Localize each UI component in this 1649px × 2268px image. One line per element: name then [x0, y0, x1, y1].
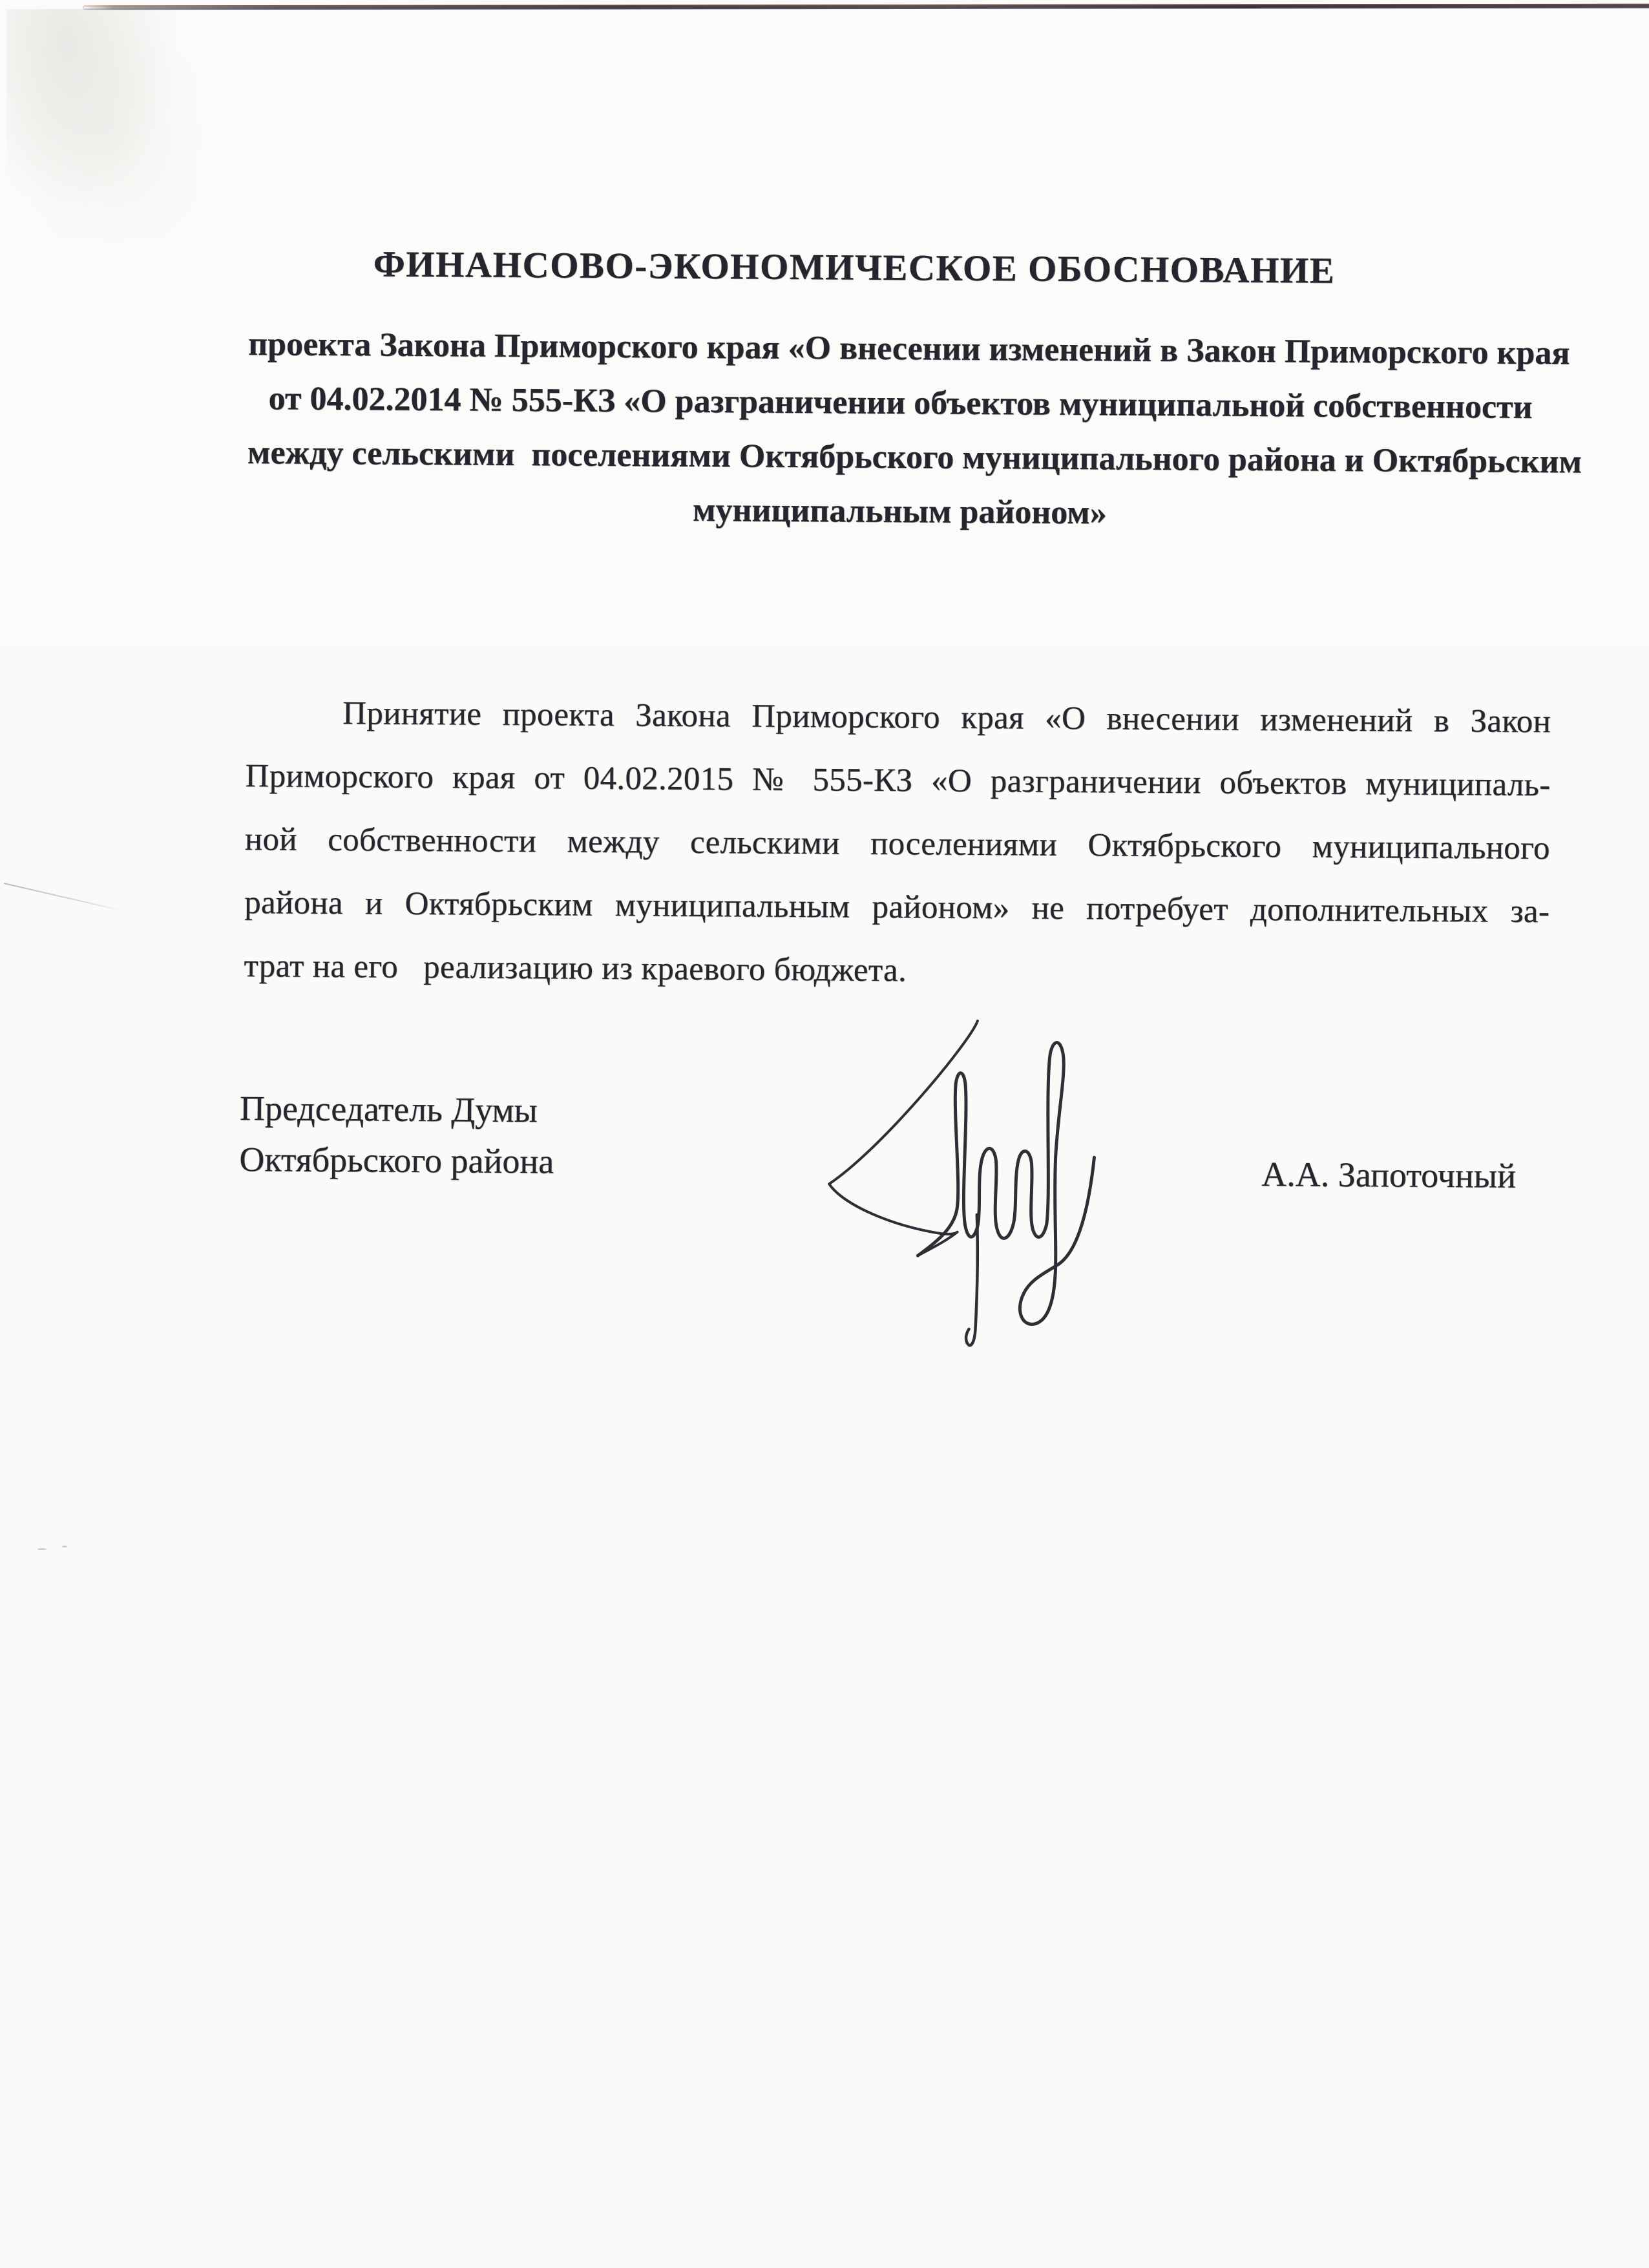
signatory-title-line: Председатель Думы [239, 1088, 538, 1130]
signatory-name: А.А. Запоточный [1261, 1155, 1517, 1195]
signatory-title-line: Октябрьского района [239, 1139, 554, 1181]
body-line: Принятие проекта Закона Приморского края «О внесении изменений в Закон [342, 695, 1551, 740]
body-paragraph [244, 681, 1551, 1007]
document-subtitle [247, 317, 1582, 543]
subtitle-line: муниципальным районом» [692, 491, 1107, 532]
body-line: Приморского края от 04.02.2015 № 555-КЗ «О разграничении объектов муниципаль- [245, 758, 1551, 804]
body-line: района и Октябрьским муниципальным районом» не потребует дополнительных за- [244, 885, 1550, 930]
signatory-title [239, 1083, 554, 1187]
body-line: трат на его реализацию из краевого бюджета. [244, 948, 907, 989]
subtitle-line: проекта Закона Приморского края «О внесении изменений в Закон Приморского края [248, 326, 1570, 372]
handwritten-signature-icon [802, 1000, 1108, 1364]
document-title: ФИНАНСОВО-ЭКОНОМИЧЕСКОЕ ОБОСНОВАНИЕ [373, 244, 1336, 291]
subtitle-line: от 04.02.2014 № 555-КЗ «О разграничении объектов муниципальной собственности [268, 380, 1533, 426]
body-line: ной собственности между сельскими поселениями Октябрьского муниципального [244, 821, 1551, 867]
subtitle-line: между сельскими поселениями Октябрьского муниципального района и Октябрьским [247, 434, 1582, 481]
